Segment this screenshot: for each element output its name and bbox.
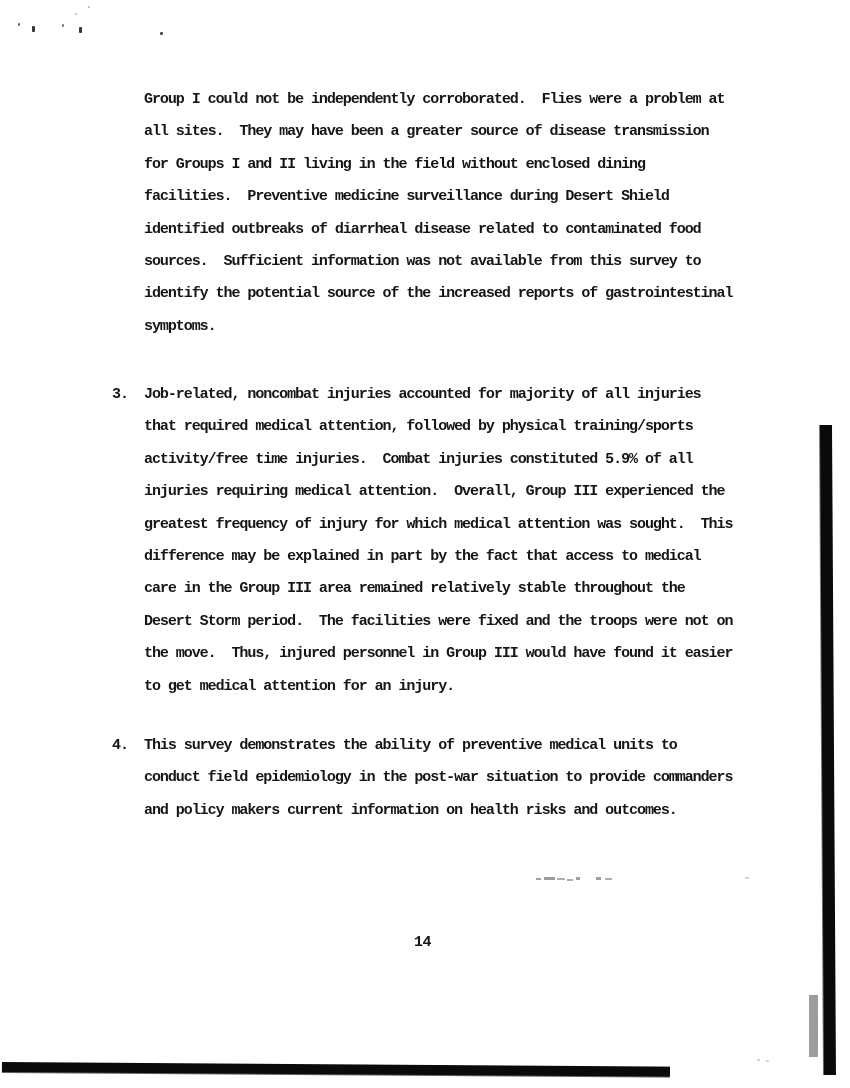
paragraph-lines <box>144 379 732 703</box>
paragraph-lines <box>144 730 732 827</box>
text-line: difference may be explained in part by the fact that access to medical <box>144 548 701 566</box>
text-line: symptoms. <box>144 317 216 335</box>
text-line: Group I could not be independently corroborated. Flies were a problem at <box>144 91 725 108</box>
scan-dash-mark <box>557 878 565 880</box>
text-line: Job-related, noncombat injuries accounted for majority of all injuries <box>144 386 701 403</box>
scan-dash-mark <box>567 879 573 881</box>
paragraph-lines <box>144 84 732 343</box>
text-line: greatest frequency of injury for which medical attention was sought. This <box>144 515 733 533</box>
text-line: identify the potential source of the increased reports of gastrointestinal <box>144 285 733 303</box>
scan-artifact-right-bar-smudge <box>809 995 818 1057</box>
paragraph-item-4 <box>112 730 732 827</box>
scan-speck <box>160 32 163 35</box>
paragraph-continuation <box>112 84 732 343</box>
scan-dash-mark <box>536 878 541 880</box>
list-number: 4. <box>112 737 128 754</box>
text-line: Desert Storm period. The facilities were fixed and the troops were not on <box>144 612 733 630</box>
paragraph-item-3 <box>112 379 732 703</box>
scan-speck <box>88 6 90 8</box>
text-line: This survey demonstrates the ability of preventive medical units to <box>144 737 677 754</box>
text-line: identified outbreaks of diarrheal disease related to contaminated food <box>144 220 701 238</box>
scan-dash-mark <box>745 877 749 879</box>
scan-speck <box>75 13 77 15</box>
scan-speck <box>79 27 82 33</box>
scan-dash-mark <box>605 878 612 880</box>
scan-speck <box>18 23 20 26</box>
scan-dash-mark <box>576 877 580 880</box>
text-line: to get medical attention for an injury. <box>144 677 455 695</box>
text-line: the move. Thus, injured personnel in Group III would have found it easier <box>144 645 733 663</box>
text-line: all sites. They may have been a greater source of disease transmission <box>144 123 709 141</box>
text-line: and policy makers current information on health risks and outcomes. <box>144 801 677 819</box>
text-line: conduct field epidemiology in the post-war situation to provide commanders <box>144 769 733 787</box>
scan-speck <box>32 26 35 32</box>
text-line: sources. Sufficient information was not available from this survey to <box>144 253 701 271</box>
text-line: care in the Group III area remained relatively stable throughout the <box>144 580 685 598</box>
text-line: injuries requiring medical attention. Overall, Group III experienced the <box>144 483 725 501</box>
scan-dash-mark <box>596 877 601 880</box>
scan-dash-mark <box>544 877 555 880</box>
scan-dash-mark <box>757 1059 760 1061</box>
text-line: that required medical attention, followed by physical training/sports <box>144 418 693 436</box>
scan-speck <box>62 24 64 27</box>
text-line: facilities. Preventive medicine surveillance during Desert Shield <box>144 188 669 206</box>
page-number: 14 <box>414 934 432 951</box>
text-line: for Groups I and II living in the field without enclosed dining <box>144 155 645 173</box>
text-line: activity/free time injuries. Combat injuries constituted 5.9% of all <box>144 450 693 468</box>
scan-dash-mark <box>766 1060 769 1062</box>
list-number: 3. <box>112 386 128 403</box>
